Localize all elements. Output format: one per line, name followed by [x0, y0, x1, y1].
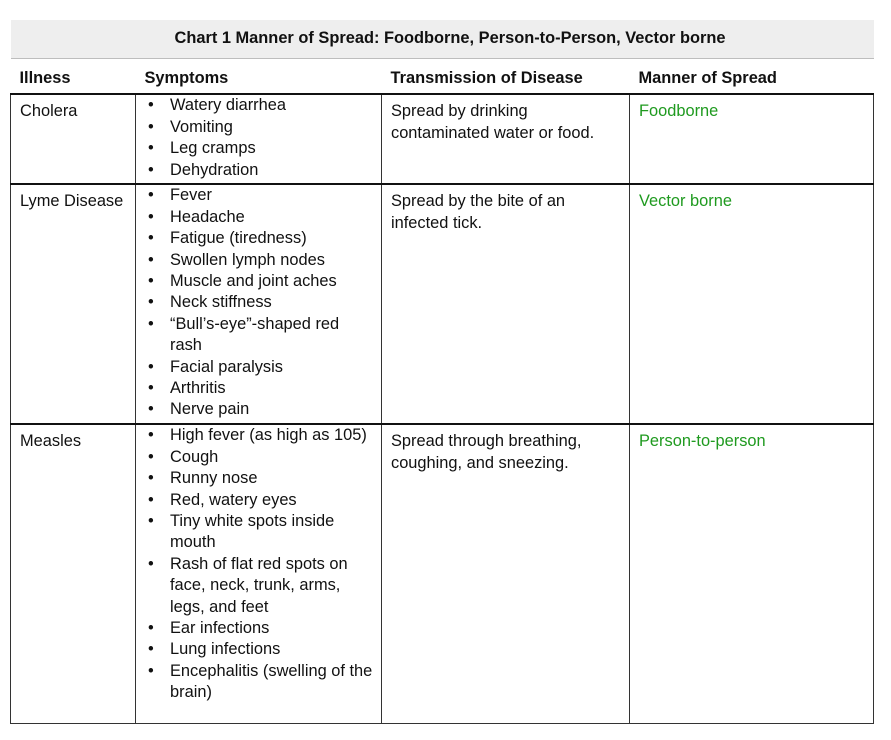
symptom-item: • Rash of flat red spots on face, neck, trunk, arms, legs, and feet	[146, 554, 375, 618]
symptom-item: • Lung infections	[146, 639, 375, 660]
transmission-cell: Spread by the bite of an infected tick.	[382, 184, 630, 424]
symptom-list	[146, 425, 375, 703]
symptom-item: • Ear infections	[146, 618, 375, 639]
symptom-item: • Cough	[146, 447, 375, 468]
symptom-item: • Dehydration	[146, 160, 375, 181]
transmission-cell: Spread by drinking contaminated water or food.	[382, 94, 630, 184]
symptom-item: • Vomiting	[146, 117, 375, 138]
illness-cell: Cholera	[11, 94, 136, 184]
illness-cell: Measles	[11, 424, 136, 724]
manner-of-spread-table	[10, 20, 874, 724]
symptom-item: • “Bull’s-eye”-shaped red rash	[146, 314, 375, 357]
table-title: Chart 1 Manner of Spread: Foodborne, Person-to-Person, Vector borne	[11, 20, 874, 59]
transmission-cell: Spread through breathing, coughing, and sneezing.	[382, 424, 630, 724]
symptom-item: • Leg cramps	[146, 138, 375, 159]
symptom-item: • High fever (as high as 105)	[146, 425, 375, 446]
symptom-item: • Tiny white spots inside mouth	[146, 511, 375, 554]
table-row	[11, 184, 874, 424]
header-transmission: Transmission of Disease	[382, 59, 630, 95]
spread-cell: Vector borne	[630, 184, 874, 424]
symptom-item: • Swollen lymph nodes	[146, 250, 375, 271]
illness-cell: Lyme Disease	[11, 184, 136, 424]
symptom-item: • Muscle and joint aches	[146, 271, 375, 292]
symptom-list	[146, 95, 375, 181]
symptom-item: • Facial paralysis	[146, 357, 375, 378]
spread-cell: Foodborne	[630, 94, 874, 184]
symptom-item: • Nerve pain	[146, 399, 375, 420]
table-row	[11, 424, 874, 724]
header-manner-of-spread: Manner of Spread	[630, 59, 874, 95]
symptom-item: • Red, watery eyes	[146, 490, 375, 511]
symptom-item: • Encephalitis (swelling of the brain)	[146, 661, 375, 704]
header-illness: Illness	[11, 59, 136, 95]
symptom-item: • Runny nose	[146, 468, 375, 489]
symptom-item: • Headache	[146, 207, 375, 228]
symptom-item: • Fever	[146, 185, 375, 206]
spread-cell: Person-to-person	[630, 424, 874, 724]
table-header-row	[11, 59, 874, 95]
header-symptoms: Symptoms	[136, 59, 382, 95]
symptom-list	[146, 185, 375, 420]
symptom-item: • Fatigue (tiredness)	[146, 228, 375, 249]
symptoms-cell	[136, 184, 382, 424]
symptoms-cell	[136, 94, 382, 184]
symptoms-cell	[136, 424, 382, 724]
symptom-item: • Watery diarrhea	[146, 95, 375, 116]
symptom-item: • Neck stiffness	[146, 292, 375, 313]
document-page	[10, 20, 873, 724]
symptom-item: • Arthritis	[146, 378, 375, 399]
table-row	[11, 94, 874, 184]
